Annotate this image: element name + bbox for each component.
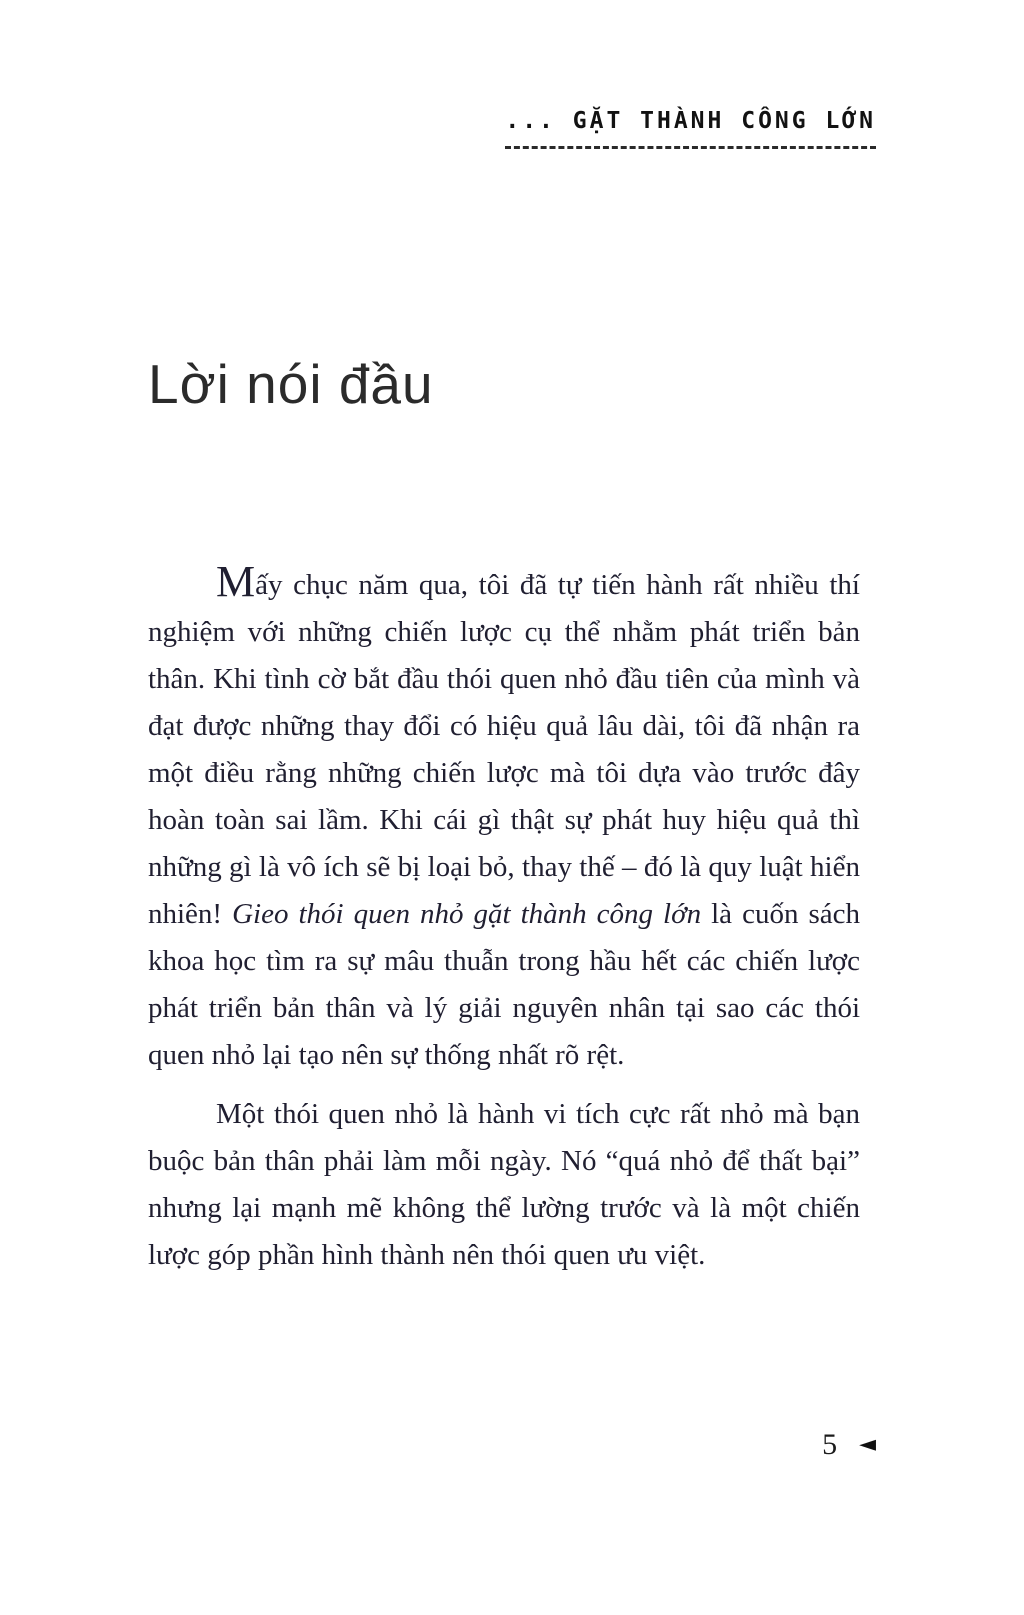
paragraph-1-book-title-italic: Gieo thói quen nhỏ gặt thành công lớn [232, 898, 702, 930]
paragraph-1-text-before-italic: ấy chục năm qua, tôi đã tự tiến hành rất nhiều thí nghiệm với những chiến lược cụ thể nhằm phát triển bản thân. Khi tình cờ bắt đầu thói quen nhỏ đầu tiên của mình và đạt được những thay đổi có hiệu quả lâu dài, tôi đã nhận ra một điều rằng những chiến lược mà tôi dựa vào trước đây hoàn toàn sai lầm. Khi cái gì thật sự phát huy hiệu quả thì những gì là vô ích sẽ bị loại bỏ, thay thế – đó là quy luật hiển nhiên! [148, 569, 860, 930]
chapter-title: Lời nói đầu [148, 353, 434, 415]
dropcap-letter: M [216, 557, 256, 606]
left-triangle-icon: ◄ [859, 1432, 876, 1457]
running-head [505, 108, 876, 149]
paragraph-1-text-after-italic: là cuốn sách khoa học tìm ra sự mâu thuẫn trong hầu hết các chiến lược phát triển bản thân và lý giải nguyên nhân tại sao các thói quen nhỏ lại tạo nên sự thống nhất rõ rệt. [148, 898, 860, 1071]
paragraph-2: Một thói quen nhỏ là hành vi tích cực rất nhỏ mà bạn buộc bản thân phải làm mỗi ngày. Nó “quá nhỏ để thất bại” nhưng lại mạnh mẽ không thể lường trước và là một chiến lược góp phần hình thành nên thói quen ưu việt. [148, 1098, 860, 1271]
running-head-title: ... GẶT THÀNH CÔNG LỚN [505, 108, 876, 149]
paragraph-1 [148, 557, 860, 1079]
body-text [148, 557, 860, 1279]
page-footer [822, 1428, 876, 1462]
page-number: 5 [822, 1428, 838, 1461]
